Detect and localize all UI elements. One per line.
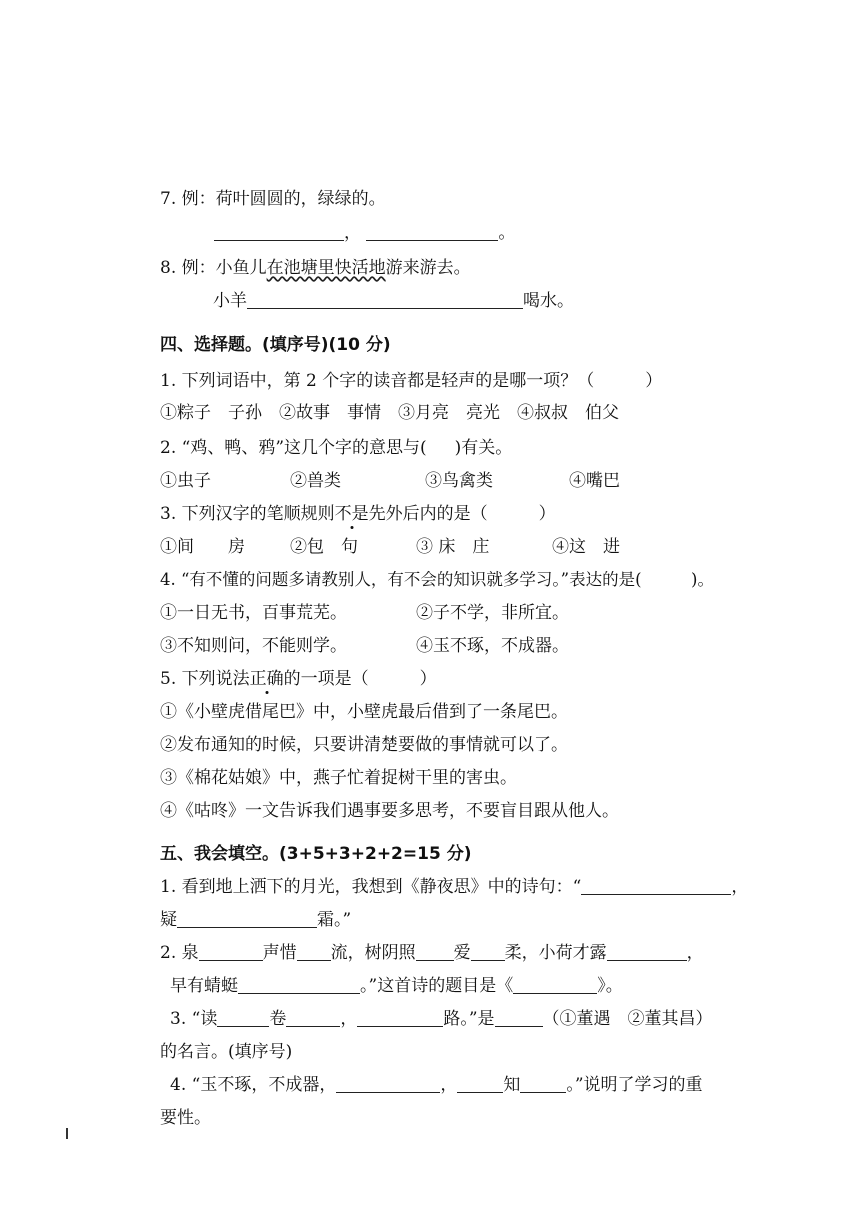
s4-q4-opt3: ③不知则问，不能则学。 xyxy=(160,636,347,656)
q8-wavy-phrase: 在池塘里快活地 xyxy=(266,258,386,278)
s4-q2-opt3: ③鸟禽类 xyxy=(425,471,493,491)
s5-q3-blank-2[interactable] xyxy=(286,1010,340,1027)
q8-blank[interactable] xyxy=(247,292,523,309)
s4-q3-opt2: ②包 句 xyxy=(290,537,358,557)
q8-line2-suffix: 喝水。 xyxy=(523,291,574,311)
s4-q5-stem xyxy=(160,668,437,690)
s5-q3-c: ， xyxy=(340,1009,358,1029)
s4-q3-opt3: ③ 床 庄 xyxy=(416,537,490,557)
s4-q4-stem: 4. “有不懂的问题多请教别人，有不会的知识就多学习。”表达的是( )。 xyxy=(160,570,714,589)
s4-q5-opt2: ②发布通知的时候，只要讲清楚要做的事情就可以了。 xyxy=(160,735,568,755)
q7-blank-1[interactable] xyxy=(214,224,344,241)
s4-q2-stem xyxy=(160,437,512,459)
s4-q1-stem: 1. 下列词语中，第 2 个字的读音都是轻声的是哪一项？（ ） xyxy=(160,371,663,391)
s5-q4-a: 4. “玉不琢，不成器， xyxy=(170,1075,337,1095)
s5-q2-c: 流，树阴照 xyxy=(330,943,416,963)
scan-tick-mark xyxy=(66,1128,68,1139)
s5-q2-b: 声惜 xyxy=(262,943,297,963)
s4-q2-stem-b: )有关。 xyxy=(454,438,513,458)
s5-q2-blank-4[interactable] xyxy=(471,944,505,961)
s5-q4-c: 知 xyxy=(503,1075,521,1095)
s5-q4-blank-3[interactable] xyxy=(520,1076,566,1093)
s5-q2-line1 xyxy=(160,942,704,964)
s5-q2-g: 早有蜻蜓 xyxy=(170,976,238,996)
s5-q2-e: 柔，小荷才露 xyxy=(504,943,607,963)
s5-q1-line2 xyxy=(160,909,351,931)
s5-q4-blank-1[interactable] xyxy=(336,1076,440,1093)
s5-q3-a: 3. “读 xyxy=(170,1009,218,1029)
s5-q4-line2: 要性。 xyxy=(160,1108,211,1128)
s5-q2-f: ， xyxy=(686,943,704,963)
s4-q3-opt4: ④这 进 xyxy=(552,537,620,557)
s5-q3-b: 卷 xyxy=(269,1009,287,1029)
s5-q4-line1 xyxy=(170,1074,703,1096)
s4-q1-options: ①粽子 子孙 ②故事 事情 ③月亮 亮光 ④叔叔 伯父 xyxy=(160,403,619,423)
s5-q2-a: 2. 泉 xyxy=(160,943,199,963)
s5-q1-text: 1. 看到地上洒下的月光，我想到《静夜思》中的诗句：“ xyxy=(160,877,582,897)
s4-q5-stem-b: 的一项是（ ） xyxy=(283,669,437,689)
s5-q2-blank-6[interactable] xyxy=(238,977,360,994)
q8-suffix: 游来游去。 xyxy=(385,258,471,278)
s5-q3-blank-4[interactable] xyxy=(495,1010,543,1027)
s5-q1-blank-2[interactable] xyxy=(177,911,317,928)
s5-q4-blank-2[interactable] xyxy=(457,1076,503,1093)
q7-blank-2[interactable] xyxy=(366,224,498,241)
q7-period: 。 xyxy=(498,223,516,243)
q8-answer-line xyxy=(213,290,574,312)
s4-q3-opt1: ①间 房 xyxy=(160,537,245,557)
s4-q5-opt1: ①《小壁虎借尾巴》中，小壁虎最后借到了一条尾巴。 xyxy=(160,702,568,722)
s5-q3-line2: 的名言。(填序号) xyxy=(160,1042,293,1062)
s5-q1-line1 xyxy=(160,876,748,898)
s5-q1-line2-b: 霜。” xyxy=(317,910,352,930)
s5-q2-blank-5[interactable] xyxy=(607,944,687,961)
q8-line2-prefix: 小羊 xyxy=(213,291,247,311)
s5-q1-blank-1[interactable] xyxy=(581,878,731,895)
s4-q3-emphasis-text: 不是 xyxy=(334,504,369,524)
s4-q5-emphasis-text: 正确 xyxy=(249,669,284,689)
s5-q1-comma: ， xyxy=(731,877,749,897)
s4-q2-opt4: ④嘴巴 xyxy=(569,471,620,491)
s4-q2-opt2: ②兽类 xyxy=(290,471,341,491)
s4-q3-stem xyxy=(160,503,556,525)
s4-q5-emphasis xyxy=(250,669,284,689)
s4-q3-stem-a: 3. 下列汉字的笔顺规则 xyxy=(160,504,335,524)
s5-q2-d: 爱 xyxy=(453,943,471,963)
s4-q4-opt4: ④玉不琢，不成器。 xyxy=(416,636,569,656)
s5-q2-i: 》。 xyxy=(597,976,623,996)
s4-q2-opt1: ①虫子 xyxy=(160,471,211,491)
s4-q2-stem-a: 2. “鸡、鸭、鸦”这几个字的意思与( xyxy=(160,438,427,458)
q7-comma: ， xyxy=(344,223,361,243)
s5-q4-b: ， xyxy=(440,1075,458,1095)
s5-q2-blank-3[interactable] xyxy=(416,944,454,961)
s5-q2-h: 。”这首诗的题目是《 xyxy=(360,976,514,996)
s5-q2-blank-2[interactable] xyxy=(297,944,331,961)
q7-answer-line xyxy=(214,222,515,244)
s5-q3-blank-1[interactable] xyxy=(217,1010,269,1027)
s4-q3-stem-b: 先外后内的是（ ） xyxy=(368,504,556,524)
q7-text: 7. 例：荷叶圆圆的，绿绿的。 xyxy=(160,189,386,209)
s4-q3-emphasis xyxy=(335,504,369,524)
s5-q3-line1 xyxy=(170,1008,713,1030)
s4-q5-opt3: ③《棉花姑娘》中，燕子忙着捉树干里的害虫。 xyxy=(160,768,517,788)
q7-example xyxy=(160,188,386,210)
s4-q5-opt4: ④《咕咚》一文告诉我们遇事要多思考，不要盲目跟从他人。 xyxy=(160,801,619,821)
s5-q2-blank-1[interactable] xyxy=(199,944,263,961)
s4-q4-opt1: ①一日无书，百事荒芜。 xyxy=(160,603,347,623)
s4-q5-stem-a: 5. 下列说法 xyxy=(160,669,250,689)
s5-q1-line2-a: 疑 xyxy=(160,910,177,930)
s5-q4-d: 。”说明了学习的重 xyxy=(566,1075,703,1095)
s5-q3-d: 路。”是 xyxy=(443,1009,495,1029)
s4-q4-opt2: ②子不学，非所宜。 xyxy=(416,603,569,623)
section5-title: 五、我会填空。(3+5+3+2+2=15 分) xyxy=(160,844,472,864)
section4-title: 四、选择题。(填序号)(10 分) xyxy=(160,335,391,355)
s5-q2-line2 xyxy=(170,975,623,997)
q8-prefix: 8. 例：小鱼儿 xyxy=(160,258,267,278)
s5-q3-blank-3[interactable] xyxy=(357,1010,443,1027)
s5-q3-e: （①董遇 ②董其昌） xyxy=(542,1009,713,1029)
q8-example xyxy=(160,257,471,279)
s5-q2-title-blank[interactable] xyxy=(513,977,597,994)
